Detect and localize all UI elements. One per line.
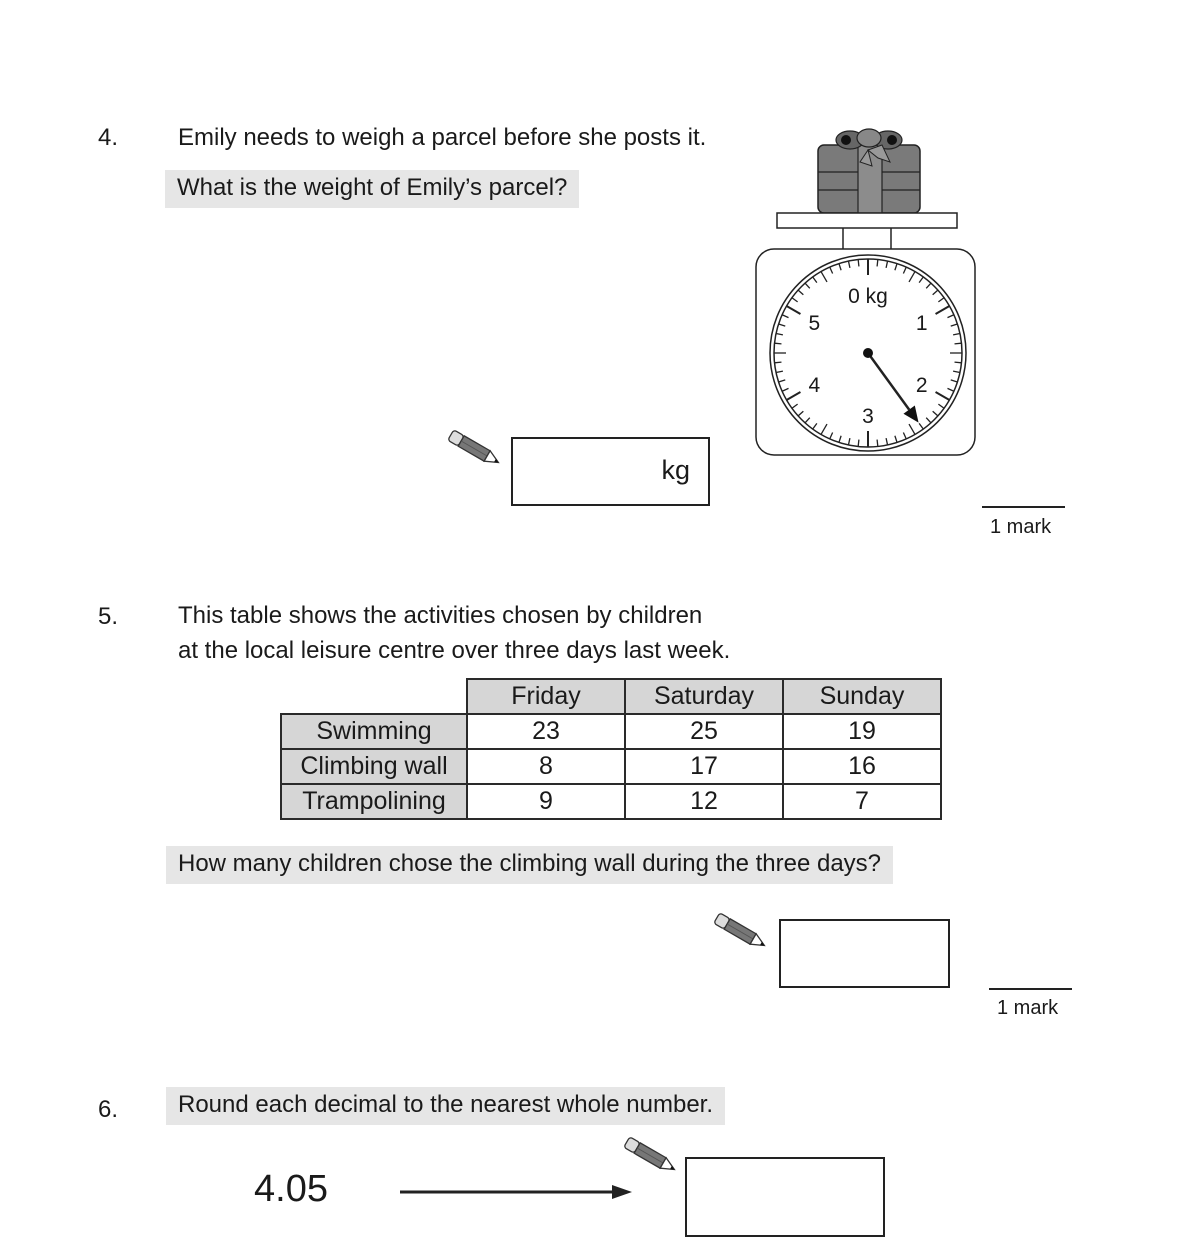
pencil-icon (620, 1137, 682, 1175)
activities-table (280, 678, 942, 820)
table-cell: 17 (625, 749, 783, 784)
table-cell: 8 (467, 749, 625, 784)
column-header: Friday (467, 679, 625, 714)
question-5-prompt: How many children chose the climbing wall during the three days? (166, 846, 893, 884)
dial-tick (775, 362, 782, 363)
table-cell: 12 (625, 784, 783, 819)
question-4-answer-box[interactable] (511, 437, 710, 506)
question-4-number: 4. (98, 124, 119, 151)
dial-tick (877, 440, 878, 447)
dial-label: 0 kg (848, 285, 888, 308)
dial-label: 2 (915, 374, 928, 397)
pencil-icon (444, 430, 506, 468)
table-row (281, 784, 941, 819)
dial-label: 1 (915, 312, 928, 335)
table-header-row (281, 679, 941, 714)
question-4-mark-line (982, 506, 1065, 508)
question-5-answer-box[interactable] (779, 919, 950, 988)
question-5-text-line-1: This table shows the activities chosen by children (178, 602, 703, 629)
question-4-prompt: What is the weight of Emily’s parcel? (165, 170, 579, 208)
table-cell: 25 (625, 714, 783, 749)
dial-label: 5 (808, 312, 821, 335)
question-4-mark-label: 1 mark (990, 516, 1052, 538)
table-row (281, 714, 941, 749)
table-corner (281, 679, 467, 714)
dial-tick (858, 440, 859, 447)
pencil-icon (710, 913, 772, 951)
question-6-number: 6. (98, 1096, 119, 1123)
table-cell: 19 (783, 714, 941, 749)
weighing-scale-illustration (750, 120, 985, 465)
parcel-icon (818, 129, 920, 213)
table-row (281, 749, 941, 784)
table-cell: 7 (783, 784, 941, 819)
dial-tick (955, 362, 962, 363)
table-cell: 9 (467, 784, 625, 819)
question-5-number: 5. (98, 603, 119, 630)
question-4-unit-label: kg (661, 455, 690, 485)
decimal-value: 4.05 (254, 1168, 328, 1210)
column-header: Saturday (625, 679, 783, 714)
row-header: Climbing wall (281, 749, 467, 784)
row-header: Trampolining (281, 784, 467, 819)
dial-label: 3 (862, 405, 874, 428)
table-cell: 16 (783, 749, 941, 784)
question-4-text: Emily needs to weigh a parcel before she posts it. (178, 124, 707, 151)
dial-tick (775, 343, 782, 344)
column-header: Sunday (783, 679, 941, 714)
question-6-answer-box[interactable] (685, 1157, 885, 1237)
dial-hub (863, 348, 873, 358)
dial-tick (858, 260, 859, 267)
arrow-right-icon (398, 1182, 634, 1202)
table-cell: 23 (467, 714, 625, 749)
dial-tick (877, 260, 878, 267)
question-5-mark-line (989, 988, 1072, 990)
dial-label: 4 (808, 374, 821, 397)
question-5-text-line-2: at the local leisure centre over three days last week. (178, 637, 731, 664)
question-6-prompt: Round each decimal to the nearest whole number. (166, 1087, 725, 1125)
row-header: Swimming (281, 714, 467, 749)
question-5-mark-label: 1 mark (997, 997, 1059, 1019)
dial-tick (955, 343, 962, 344)
scale-dial (770, 255, 966, 451)
